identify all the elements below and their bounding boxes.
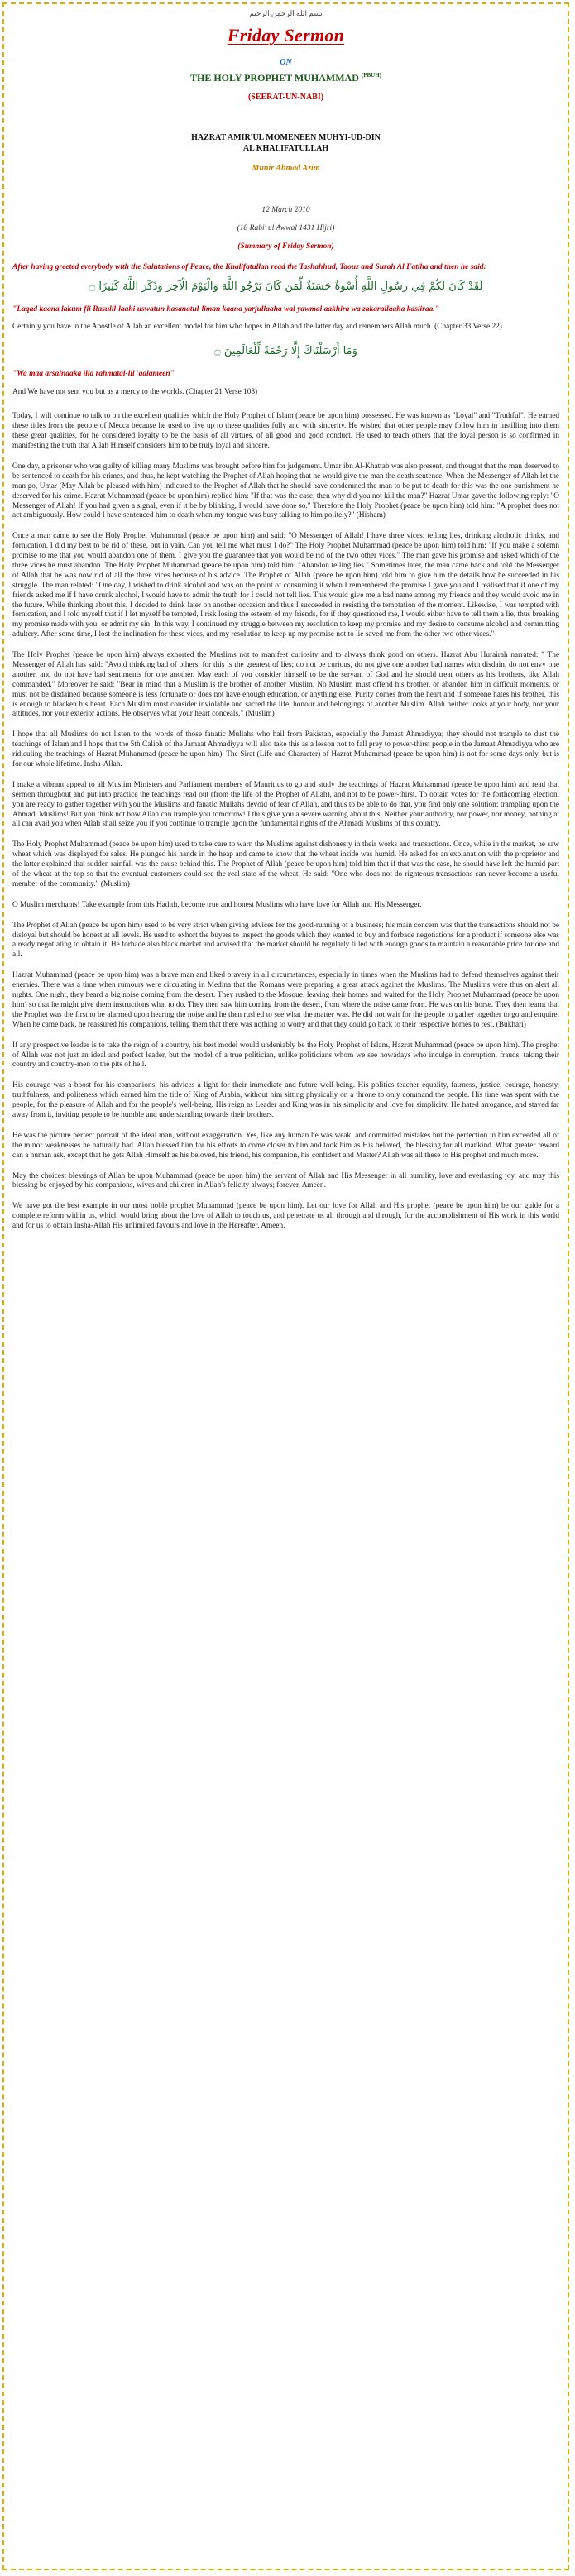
body-paragraph: I make a vibrant appeal to all Muslim Ministers and Parliament members of Mauritius to go and study the teachings of Hazrat Muhammad (peace be upon him) and read that sermon throughout and put into practice the teachings read out (from the life of the Prophet of Allah), and not to be power-thirst. To obtain votes for the forthcoming election, you are ready to gather together with you the Muslims and fanatic Mullahs devoid of fear of Allah, and thus to be able to do that, you find only one solution: trampling upon the Ahmadi Muslims! But you think not how Allah can trample you tomorrow! I thus give you a severe warning about this. Neither your authority, nor power, nor money, nothing at all can avail you when Allah shall seize you if you continue to trample upon the fundamental rights of the Ahmadi Muslims of this country. [12, 780, 559, 829]
body-paragraph: The Holy Prophet Muhammad (peace be upon him) used to take care to warn the Muslims against dishonesty in their works and transactions. Once, while in the market, he saw wheat which was displayed for sales. He plunged his hands in the heap and came to know that the wheat inside was humid. He asked for an explanation with the proprietor and the latter explained that sudden rainfall was the cause behind this. The Prophet of Allah (peace be upon him) told him that if that was the case, he should have left the humid part of the wheat at the top so that the eventual customers could see the real state of the wheat. He said: "One who does not do righteous transactions can never become a useful member of the community." (Muslim) [12, 840, 559, 888]
body-paragraph: O Muslim merchants! Take example from this Hadith, become true and honest Muslims who have love for Allah and His Messenger. [12, 900, 422, 909]
khalifa-heading [12, 133, 559, 154]
arabic-verse-2: وَمَا أَرْسَلْنَاكَ إِلَّا رَحْمَةً لِّلْعَالَمِينَ ۝ [214, 345, 357, 358]
khalifa-heading-line2: AL KHALIFATULLAH [242, 143, 329, 153]
sermon-subject [12, 72, 559, 84]
khalifa-heading-line1: HAZRAT AMIR'UL MOMENEEN MUHYI-UD-DIN [191, 133, 381, 142]
body-paragraph: Once a man came to see the Holy Prophet Muhammad (peace be upon him) and said: "O Messenger of Allah! I have three vices: telling lies, drinking alcoholic drinks, and fornication. I did my best to be rid of these, but in vain. Can you tell me what must I do?" The Holy Prophet Muhammad (peace be upon him) told him: "If you make a solemn promise to me that you would abandon one of them, I give you the guarantee that you would be rid of the two other vices." The man gave his promise and asked which of the three vices he must abandon. The Holy Prophet Muhammad (peace be upon him) told him: "Abandon telling lies." Sometimes later, the man came back and told the Messenger of Allah that he was now rid of all the three vices because of his advice. The Prophet of Allah (peace be upon him) told him to give him the details how he succeeded in his struggle. The man related: "One day, I wished to drink alcohol and was on the point of consuming it when I remembered the promise I gave you and I realised that if one of my friends asked me if I have drunk alcohol, I would have to admit the truth for I could not tell lies. This would give me a bad name among my friends and they would avoid me in the future. While thinking about this, I decided to drink later on another occasion and thus I succeeded in resisting the temptation of the moment. Likewise, I was tempted with fornication, and I told myself that if I let myself be tempted, I risk losing the esteem of my friends, for if they questioned me, I would either have to tell them a lie, thus breaking my promise made with you, or admit my sin. In this way, I continued my struggle between my resolution to keep my promise and my desire to consume alcohol and committing adultery. After some time, I lost the inclination for these vices, and my resolution to keep up my promise not to lie saved me from the other two other vices." [12, 532, 559, 639]
body-paragraph: He was the picture perfect portrait of the ideal man, without exaggeration. Yes, like any human he was weak, and committed mistakes but the perfection in him exceeded all of the minor weaknesses he naturally had. Allah blessed him for his efforts to come closer to him and took him as His beloved, the blessing for all mankind. What greater reward can a human ask, except that he gets Allah Himself as his beloved, his friend, his companion, his confident and Master? Allah was all these to His prophet and much more. [12, 1131, 559, 1160]
on-label: ON [280, 58, 292, 67]
page-title: Friday Sermon [227, 25, 345, 45]
date-gregorian: 12 March 2010 [261, 206, 310, 214]
body-paragraph: If any prospective leader is to take the reign of a country, his best model would undeniably be the Holy Prophet of Islam, Hazrat Muhammad (peace be upon him). The prophet of Allah was not just an ideal and perfect leader, but the model of a true politician, unlike politicians whom we see nowadays who indulge in corruption, frauds, taking their country and country-men to the pits of hell. [12, 1041, 559, 1070]
seerat-label: (SEERAT-UN-NABI) [247, 93, 324, 102]
body-paragraph: One day, a prisoner who was guilty of killing many Muslims was brought before him for judgement. Umar ibn Al-Khattab was also present, and thought that the man deserved to be sentenced to death for his crimes, and thus, he kept watching the Prophet of Allah hoping that he would give the man the death sentence. When the Messenger of Allah let the man go, Umar (May Allah be pleased with him) indicated to the Prophet of Allah that he should have condemned the man to be put to death for this was the one punishment he deserved for his crime. Hazrat Muhammad (peace be upon him) replied him: "If that was the case, then why did you not kill the man?" Hazrat Umar gave the following reply: "O Messenger of Allah! If you had given a signal, even if it be by blinking, I would have done so." Therefore the Holy Prophet (peace be upon him) told him: "A prophet does not act ambiguously. How could I have sentenced him to death when my tongue was busy talking to him politely?" (Hisham) [12, 462, 559, 520]
transliteration-1: "Laqad kaana lakum fii Rasulil-laahi uswatun hasanatul-liman kaana yarjullaaha wal yawmal aakhira wa zakarallaaha kasiiraa." [12, 305, 440, 314]
subject-main: THE HOLY PROPHET MUHAMMAD [189, 72, 359, 84]
translation-1: Certainly you have in the Apostle of Allah an excellent model for him who hopes in Allah and the latter day and remembers Allah much. (Chapter 33 Verse 22) [12, 323, 502, 332]
subject-sup: (PBUH) [361, 72, 381, 79]
body-paragraph: Today, I will continue to talk to on the excellent qualities which the Holy Prophet of Islam (peace be upon him) possessed. He was known as "Loyal" and "Truthful". He earned these titles from the people of Mecca because he used to live up to these qualities fully and with sincerity. He wished that other people may follow him in instilling into them these great qualities, for he considered loyalty to be the basis of all virtues, of all good and good conduct. He used to teach others that the loyal person is so confirmed in manifesting the truth that Allah Himself considers him to be truly loyal and sincere. [12, 412, 559, 451]
sermon-page [2, 2, 569, 2570]
bismillah-text: بسم الله الرحمن الرحيم [249, 9, 323, 17]
body-paragraph: The Prophet of Allah (peace be upon him) used to be very strict when giving advices for the good-running of a business; his main concern was that the transactions should not be disloyal but should be honest at all levels. He used to exhort the buyers to inspect the goods which they wanted to buy and forbade negotiations for a product if someone else was already negotiating to obtain it. He forbade also black market and advised that the market should be regularly filled with enough goods to maintain a reasonable price for one and all. [12, 921, 559, 960]
body-paragraph: We have got the best example in our most noble prophet Muhammad (peace be upon him). Let our love for Allah and His prophet (peace be upon him) be our guide for a complete reform within us, which would bring about the love of Allah to touch us, and penetrate us all through and through, for the accomplishment of His work in this world and for us to obtain Insha-Allah His unlimited favours and love in the Hereafter. Ameen. [12, 1202, 559, 1231]
transliteration-2: "Wa maa arsalnaaka illa rahmatal-lil 'aalameen" [12, 370, 175, 379]
translation-2: And We have not sent you but as a mercy to the worlds. (Chapter 21 Verse 108) [12, 387, 258, 396]
author-name: Munir Ahmad Azim [252, 164, 320, 173]
body-paragraph: I hope that all Muslims do not listen to the words of those fanatic Mullahs who hail from Pakistan, especially the Jamaat Ahmadiyya; they should not trample to dust the teachings of Islam and I hope that the 5th Caliph of the Jamaat Ahmadiyya will also take this as a lesson not to fall prey to power-thirst people in the Jamaat Ahmadiyya who are ridiculing the teachings of Hazrat Muhammad (peace be upon him). The Sirat (Life and Character) of Hazrat Muhammad (peace be upon him) is not for some days only, but is for our whole lifetime. Insha-Allah. [12, 730, 559, 769]
date-block [12, 206, 559, 251]
intro-text: After having greeted everybody with the Salutations of Peace, the Khalifatullah read the Tashahhud, Taouz and Surah Al Fatiha and then he said: [12, 263, 486, 271]
summary-label: (Summary of Friday Sermon) [237, 242, 334, 251]
body-paragraph: The Holy Prophet (peace be upon him) always exhorted the Muslims not to manifest curiosity and to always think good on others. Hazrat Abu Hurairah narrated: " The Messenger of Allah has said: "Avoid thinking bad of others, for this is the greatest of lies; do not be curious, do not give one another bad names with disdain, do not envy one another, and do not have bad sentiments for one another. May each of you consider himself to be the servant of God and he should treat others as his brothers, like Allah commanded." Moreover he said: "Bear in mind that a Muslim is the brother of another Muslim. No Muslim must offend his brother, or abandon him in difficult moments, or must not be disdained because someone is less fortunate or does not have enough education, or anything else. Purity comes from the heart and if someone hates his brother, this is enough to blacken his heart. Each Muslim must consider inviolable and sacred the life, honour and belongings of another Muslim. Allah neither looks at your body, nor your attitudes, nor your exterior actions. He observes what your heart conceals." (Muslim) [12, 651, 559, 719]
body-paragraph: May the choicest blessings of Allah be upon Muhammad (peace be upon him) the servant of Allah and His Messenger in all humility, love and everlasting joy, and may this blessing be enjoyed by his companions, wives and children in Allah's felicity always; forever. Ameen. [12, 1171, 559, 1190]
body-paragraph: Hazrat Muhammad (peace be upon him) was a brave man and liked bravery in all circumstances, especially in times when the Muslims had to defend themselves against their enemies. There was a time when rumours were circulating in Medina that the Romans were preparing a great attack against the Muslims. The Muslims were thus on alert all nights. One night, they heard a big noise coming from the desert. They rushed to the Mosque, leaving their homes and waited for the Holy Prophet Muhammad (peace be upon him) so that he might give them instructions what to do. They then saw him coming from the desert, from where the noise came from. He was on his horse. They then learnt that the Prophet was the first to be alarmed upon hearing the noise and he then rushed to see what the matter was. He did not wait for the people to gather together to go and enquire. When he came back, he reassured his companions, telling them that there was nothing to worry and that they could go back to their respective homes to rest. (Bukhari) [12, 971, 559, 1029]
arabic-verse-1: لَقَدْ كَانَ لَكُمْ فِي رَسُولِ اللَّهِ أُسْوَةٌ حَسَنَةٌ لِّمَن كَانَ يَرْجُو اللَّهَ وَالْيَوْمَ الْآخِرَ وَذَكَرَ اللَّهَ كَثِيرًا ۝ [89, 280, 483, 294]
body-paragraph: His courage was a boost for his companions, his advices a light for their immediate and future well-being. His politics teacher equality, fairness, justice, courage, honesty, truthfulness, and politeness which earned him the title of King of Arabia, without him sitting physically on a throne to only command the people. His time was spent with the people, for the pleasure of Allah and for the people's well-being. His reign as Leader and King was in his simplicity and love for simplicity. He hated arrogance, and stayed far away from it, inviting people to be humble and understanding towards their brothers. [12, 1081, 559, 1119]
date-hijri: (18 Rabi' ul Awwal 1431 Hijri) [237, 224, 335, 232]
